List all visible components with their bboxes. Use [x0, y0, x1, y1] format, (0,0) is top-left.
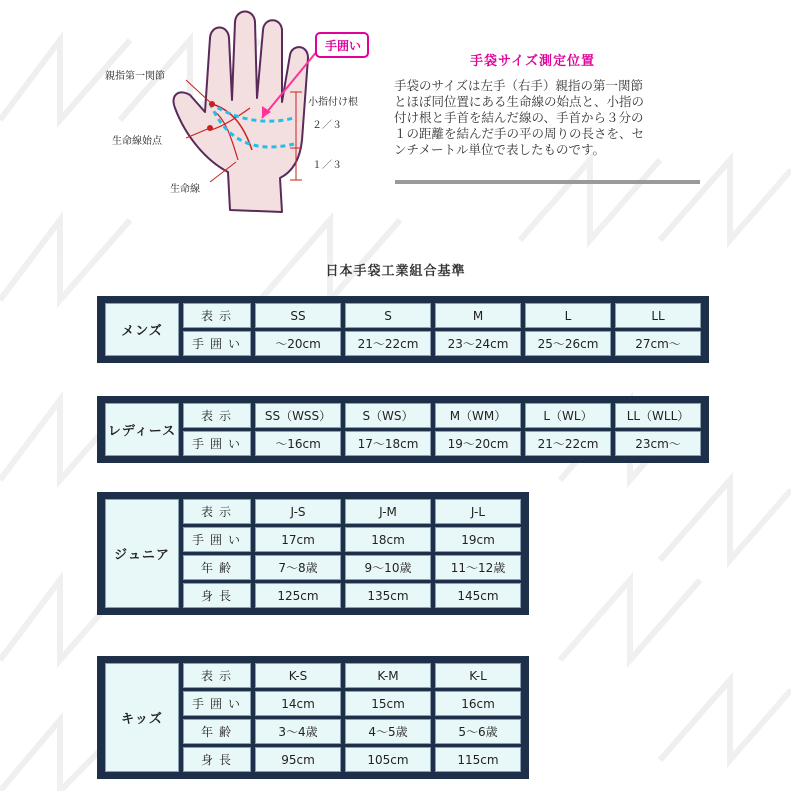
table-cell: 3～4歳 — [255, 719, 341, 744]
two-thirds-label: ２／３ — [312, 120, 342, 131]
table-cell: 115cm — [435, 747, 521, 772]
table-cell: 11～12歳 — [435, 555, 521, 580]
row-label: 表示 — [183, 663, 251, 688]
row-label: 手囲い — [183, 691, 251, 716]
row-label: 年齢 — [183, 719, 251, 744]
row-label: 手囲い — [183, 527, 251, 552]
hand-illustration — [0, 0, 400, 230]
table-cell: L（WL） — [525, 403, 611, 428]
table-cell: K-L — [435, 663, 521, 688]
category-label: キッズ — [105, 663, 179, 772]
table-cell: 23cm～ — [615, 431, 701, 456]
guide-line: 付け根と手首を結んだ線の、手首から３分の — [394, 110, 644, 125]
guide-description — [394, 78, 710, 158]
table-cell: 9～10歳 — [345, 555, 431, 580]
row-label: 表示 — [183, 403, 251, 428]
row-label: 表示 — [183, 499, 251, 524]
standard-title: 日本手袋工業組合基準 — [325, 264, 466, 279]
table-cell: K-M — [345, 663, 431, 688]
guide-title: 手袋サイズ測定位置 — [470, 54, 595, 69]
table-cell: LL — [615, 303, 701, 328]
table-cell: 145cm — [435, 583, 521, 608]
table-cell: 25～26cm — [525, 331, 611, 356]
table-cell: 125cm — [255, 583, 341, 608]
table-cell: 19～20cm — [435, 431, 521, 456]
table-cell: SS（WSS） — [255, 403, 341, 428]
mens-size-table — [97, 296, 709, 363]
table-cell: 21～22cm — [345, 331, 431, 356]
table-cell: 21～22cm — [525, 431, 611, 456]
category-label: レディース — [105, 403, 179, 456]
table-cell: 17～18cm — [345, 431, 431, 456]
table-cell: ～16cm — [255, 431, 341, 456]
table-cell: S — [345, 303, 431, 328]
table-cell: 18cm — [345, 527, 431, 552]
table-cell: 23～24cm — [435, 331, 521, 356]
guide-line: とほぼ同位置にある生命線の始点と、小指の — [394, 94, 645, 109]
table-cell: J-M — [345, 499, 431, 524]
table-cell: 95cm — [255, 747, 341, 772]
table-cell: 5～6歳 — [435, 719, 521, 744]
row-label: 手囲い — [183, 431, 251, 456]
one-third-label: １／３ — [312, 160, 342, 171]
table-cell: M（WM） — [435, 403, 521, 428]
table-cell: S（WS） — [345, 403, 431, 428]
ladies-size-table — [97, 396, 709, 463]
table-cell: SS — [255, 303, 341, 328]
row-label: 表示 — [183, 303, 251, 328]
table-cell: 19cm — [435, 527, 521, 552]
row-label: 年齢 — [183, 555, 251, 580]
table-cell: J-L — [435, 499, 521, 524]
category-label: メンズ — [105, 303, 179, 356]
table-cell: 105cm — [345, 747, 431, 772]
table-cell: 4～5歳 — [345, 719, 431, 744]
table-cell: 7～8歳 — [255, 555, 341, 580]
category-label: ジュニア — [105, 499, 179, 608]
lifeline-label: 生命線 — [170, 184, 200, 195]
row-label: 身長 — [183, 747, 251, 772]
table-cell: 16cm — [435, 691, 521, 716]
divider — [395, 180, 700, 184]
table-cell: 14cm — [255, 691, 341, 716]
junior-size-table — [97, 492, 529, 615]
row-label: 身長 — [183, 583, 251, 608]
table-cell: LL（WLL） — [615, 403, 701, 428]
guide-line: 手袋のサイズは左手（右手）親指の第一関節 — [394, 78, 644, 93]
table-cell: 15cm — [345, 691, 431, 716]
pinky-base-label: 小指付け根 — [308, 97, 358, 108]
thumb-joint-label: 親指第一関節 — [105, 71, 165, 82]
lifeline-start-label: 生命線始点 — [112, 136, 162, 147]
callout-label: 手囲い — [325, 39, 362, 53]
table-cell: 135cm — [345, 583, 431, 608]
kids-size-table — [97, 656, 529, 779]
table-cell: L — [525, 303, 611, 328]
guide-line: ンチメートル単位で表したものです。 — [394, 142, 606, 157]
table-cell: K-S — [255, 663, 341, 688]
table-cell: ～20cm — [255, 331, 341, 356]
hand-measurement-diagram — [0, 0, 400, 230]
table-cell: 27cm～ — [615, 331, 701, 356]
table-cell: J-S — [255, 499, 341, 524]
table-cell: 17cm — [255, 527, 341, 552]
guide-line: １の距離を結んだ手の平の周りの長さを、セ — [394, 126, 645, 141]
row-label: 手囲い — [183, 331, 251, 356]
table-cell: M — [435, 303, 521, 328]
